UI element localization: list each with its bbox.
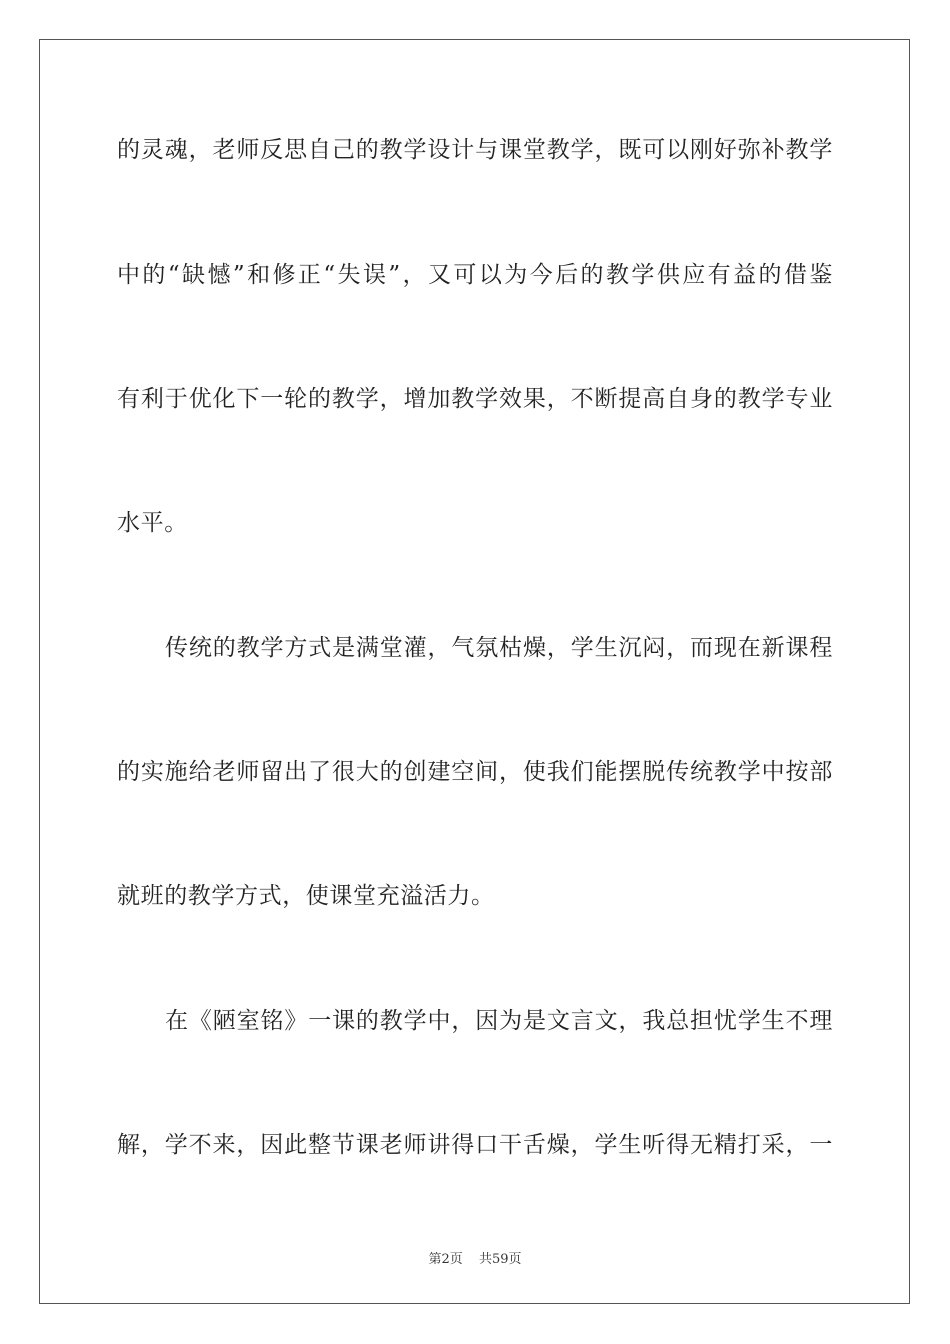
text-line: 中的“缺憾”和修正“失误”，又可以为今后的教学供应有益的借鉴 (117, 262, 833, 288)
text-line: 就班的教学方式，使课堂充溢活力。 (117, 883, 495, 909)
text-line: 的灵魂，老师反思自己的教学设计与课堂教学，既可以刚好弥补教学 (117, 137, 833, 163)
text-line: 的实施给老师留出了很大的创建空间，使我们能摆脱传统教学中按部 (117, 759, 833, 785)
page-footer (0, 1248, 950, 1267)
text-line: 水平。 (117, 510, 188, 536)
paragraph-start-line: 传统的教学方式是满堂灌，气氛枯燥，学生沉闷，而现在新课程 (165, 635, 833, 661)
page-border (39, 39, 910, 1304)
text-line: 有利于优化下一轮的教学，增加教学效果，不断提高自身的教学专业 (117, 386, 833, 412)
page-number: 第2页 (428, 1252, 463, 1267)
paragraph-start-line: 在《陋室铭》一课的教学中，因为是文言文，我总担忧学生不理 (165, 1008, 833, 1034)
text-line: 解，学不来，因此整节课老师讲得口干舌燥，学生听得无精打采，一 (117, 1132, 833, 1158)
total-pages: 共59页 (478, 1252, 522, 1267)
